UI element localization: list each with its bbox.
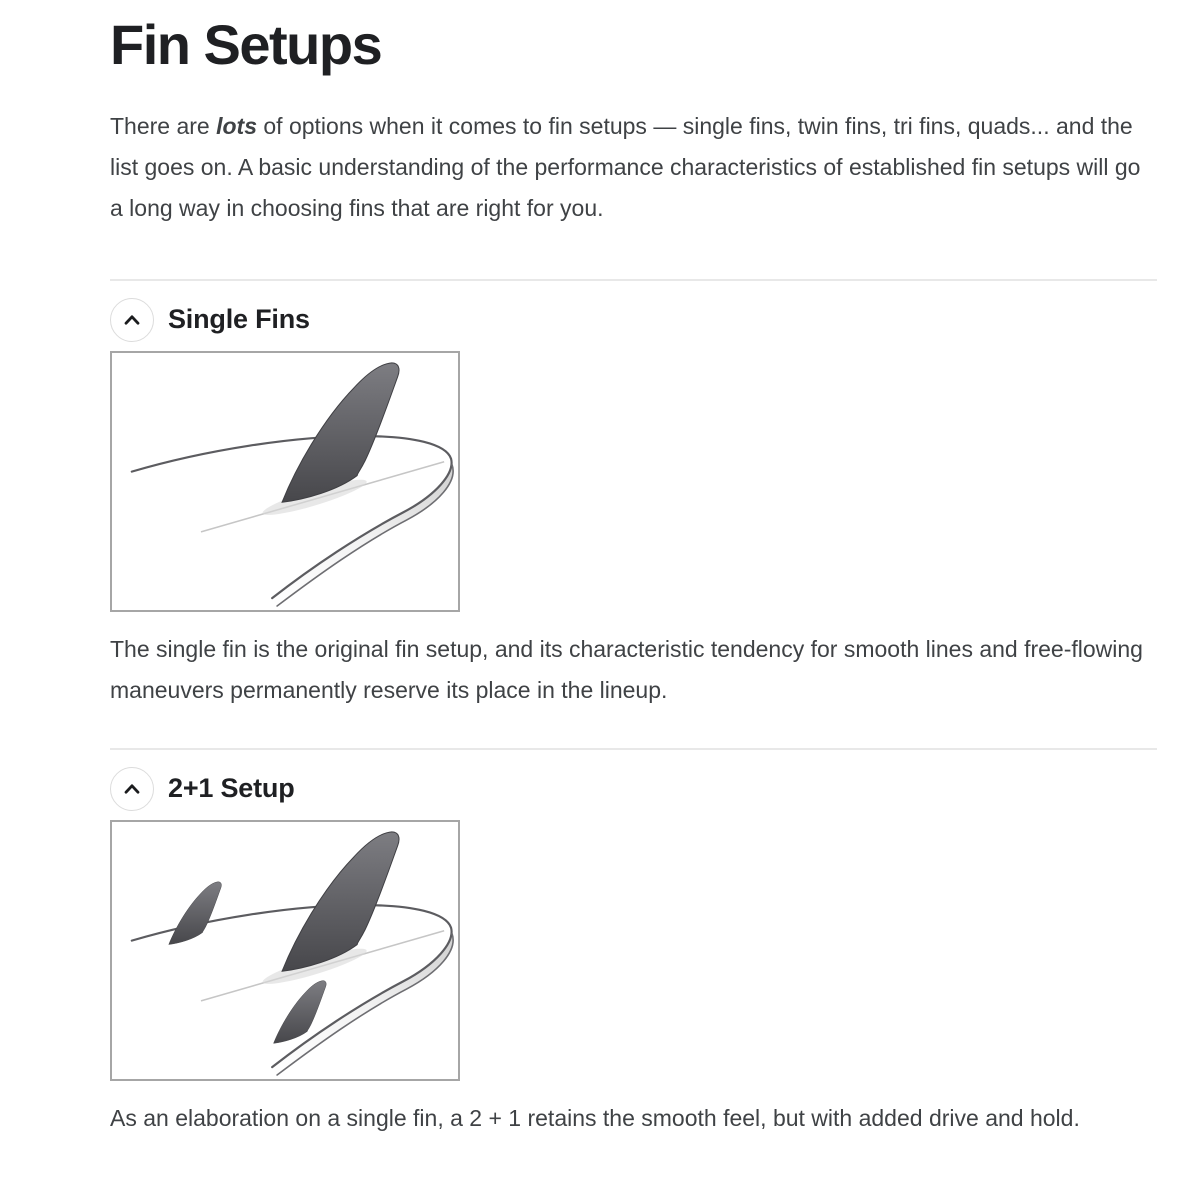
intro-paragraph [110,106,1157,229]
chevron-up-icon [121,778,143,800]
intro-text-lead: There are [110,112,217,139]
single-fin-surfboard-svg [112,353,458,610]
section-description: The single fin is the original fin setup, and its characteristic tendency for smooth lines and free-flowing maneuvers permanently reserve its place in the lineup. [110,635,1143,703]
single-fin-illustration [110,351,460,612]
section-description: As an elaboration on a single fin, a 2 + 1 retains the smooth feel, but with added drive and hold. [110,1104,1080,1131]
section-two-plus-one [110,748,1157,1139]
page-title: Fin Setups [110,13,382,76]
center-fin [282,831,399,970]
collapse-button[interactable] [110,298,154,342]
center-fin [282,362,399,501]
surfboard [132,436,453,606]
section-heading: Single Fins [168,304,310,335]
article [110,0,1157,1139]
section-single-fins [110,279,1157,711]
collapse-button[interactable] [110,767,154,811]
two-plus-one-illustration [110,820,460,1081]
section-toggle-single-fins[interactable] [110,298,1157,342]
two-plus-one-surfboard-svg [112,822,458,1079]
intro-text-rest: of options when it comes to fin setups — single fins, twin fins, tri fins, quads... and the list goes on. A basic understanding of the performance characteristics of established fin setups will go a long way in choosing fins that are right for you. [110,112,1141,221]
left-side-fin [169,881,222,944]
section-toggle-two-plus-one[interactable] [110,767,1157,811]
intro-emphasis: lots [216,112,257,139]
section-heading: 2+1 Setup [168,773,295,804]
chevron-up-icon [121,309,143,331]
